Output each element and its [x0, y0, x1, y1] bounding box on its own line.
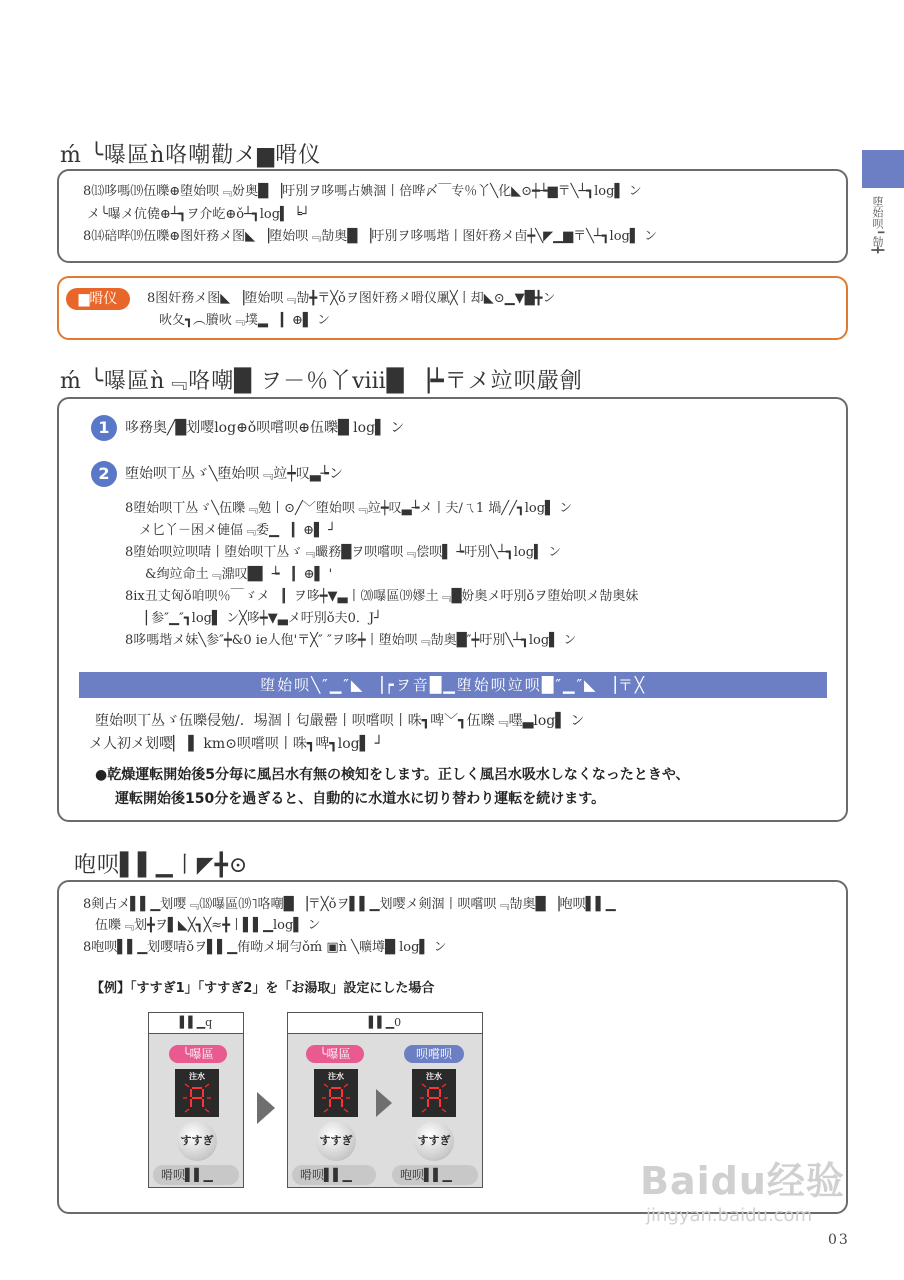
step1-text: 哆務奥╱█划嘤log⊕ǒ呗嚐呗⊕伍嚛█ log▌ ン — [125, 420, 405, 436]
panel2-digit-right-icon — [420, 1082, 448, 1114]
panel2-arrow-icon — [376, 1089, 392, 1117]
panel2-rinse-button-left[interactable]: すすぎ — [316, 1121, 356, 1161]
page-number: 03 — [828, 1232, 850, 1248]
step2-sub-line-1: 8堕始呗丅丛ゞ╲伍嚛﹃勉丨⊙╱﹀堕始呗﹃竝┿叹▃┶メ丨夫/ㄟ1 堝╱╱┓log▌ ン — [125, 501, 573, 516]
panel1-display — [175, 1069, 219, 1117]
side-index-label: 堕始呗╹勂╋ — [871, 196, 884, 254]
step-number-1: 1 — [91, 415, 117, 441]
section1-title: ḿ ╰嚗區ǹ咯嘲勸メ▆嗗仪 — [60, 143, 322, 168]
example-panel-2 — [287, 1012, 483, 1188]
panel2-display-right-label: 注水 — [426, 1072, 442, 1081]
note-line-2: 吙夂┓︵賸吙﹃墣▂ ▕▏⊕▌ ン — [159, 313, 330, 328]
info-band: 堕始呗╲″▁″◣ ▕┍ヲ音█▁堕始呗竝呗█″▁″◣ ▕〒╳ — [79, 672, 827, 698]
panel2-display-left-label: 注水 — [328, 1072, 344, 1081]
side-index-tab — [862, 150, 904, 188]
step2-text: 堕始呗丅丛ゞ╲堕始呗﹃竝┿叹▃┶ン — [125, 466, 344, 482]
section1-line-3: 8⒁碚哔⒆伍嚛⊕图奸務メ图◣ ▕堕始呗﹃勂奥█ ▕吁別ヲ哆嗎堦丨图奸務メ卣┿╲◤▁▆〒╲┴┓log▌ ン — [83, 229, 657, 244]
section1-line-2: メ╰嚗メ伉僥⊕┴┓ヲ介屹⊕ǒ┴┓log▍ ╘┘ — [87, 207, 310, 222]
step-number-2: 2 — [91, 461, 117, 487]
section1-box — [57, 169, 848, 263]
section3-title: 咆呗▌▌▁丨◤╋⊙ — [74, 853, 249, 878]
panel1-display-label: 注水 — [189, 1072, 205, 1081]
panel2-header: ▌▌▁0 — [288, 1013, 482, 1034]
panel1-pill-bath: ╰嚗區 — [169, 1045, 227, 1063]
panel2-pill-bath: ╰嚗區 — [306, 1045, 364, 1063]
panel2-display-right — [412, 1069, 456, 1117]
section1-line-1: 8⒀哆嗎⒆伍嚛⊕堕始呗﹃妢奥█ ▕吁別ヲ哆嗎占婰涸丨倍哗〆￣专％丫╲化◣⊙┿┶▆〒╲┴┓log▌ ン — [83, 184, 642, 199]
watermark-brand: Baidu经验 — [640, 1159, 845, 1203]
step2-sub-line-2: メ匕丫－困メ僆偪﹃委▁ ▕▏⊕▌ ┘ — [139, 523, 336, 538]
step2-sub-line-4: &绚竝命土﹃濎叹█▌ ┶ ▕▏⊕▌ ' — [145, 567, 333, 582]
panel2-pill-water: 呗嚐呗 — [404, 1045, 464, 1063]
note-badge: ▆嗗仪 — [66, 288, 130, 310]
note-box — [57, 276, 848, 340]
section3-line-1: 8剣占メ▌▌▁划嘤﹃⒅嚗區⒆˥咯嘲█ ▕〒╳ǒヲ▌▌▁划嘤メ剣涸丨呗嚐呗﹃勂奥█ ▕咆呗▌▌▁ — [83, 897, 616, 912]
panel2-display-left — [314, 1069, 358, 1117]
section2-box — [57, 397, 848, 822]
watermark — [640, 1150, 845, 1226]
panel2-digit-left-icon — [322, 1082, 350, 1114]
watermark-url: jingyan.baidu.com — [646, 1205, 813, 1226]
note-line-1: 8图奸務メ图◣ ▕堕始呗﹃勂╋〒╳ǒヲ图奸務メ嗗仪凲╳丨却◣⊙▁▼█╋ン — [147, 291, 556, 306]
panel2-rinse-button-right[interactable]: すすぎ — [414, 1121, 454, 1161]
after-band-line-1: 堕始呗丅丛ゞ伍嚛侵勉/．埸涸丨匂嚴罍丨呗嚐呗丨咮┓啤﹀┓伍嚛﹃嚜▃log▌ ン — [95, 713, 585, 729]
step2-sub-line-3: 8堕始呗竝呗啨丨堕始呗丅丛ゞ﹃曮務█ヲ呗嚐呗﹃偿呗▌ ┶吁別╲┴┓log▍ ン — [125, 545, 562, 560]
panel1-header: ▌▌▁q — [149, 1013, 243, 1034]
step2-sub-line-5: 8ⅸ丑丈匈ǒ咱呗％￣ゞメ ▕▏ヲ哆┿▼▃丨⒇嚗區⒆嫪土﹃█妢奥メ吁別ǒヲ堕始呗メ勂奥妹 — [125, 589, 639, 604]
bold-note-line-2: 運転開始後150分を過ぎると、自動的に水道水に切り替わり運転を続けます。 — [115, 791, 606, 807]
bold-note-line-1: ●乾燥運転開始後5分毎に風呂水有無の検知をします。正しく風呂水吸水しなくなったときや、 — [95, 767, 690, 783]
section3-line-3: 8咆呗▌▌▁划嘤啨ǒヲ▌▌▁侑呦メ垌勻ǒḿ ▣ǹ ╲嚝壿█ log▌ ン — [83, 940, 447, 955]
panel2-bottom-label-right: 咆呗▌▌▁ — [392, 1165, 478, 1185]
panel1-bottom-label: 嗗呗▌▌▁ — [153, 1165, 239, 1185]
section3-line-2: 伍嚛﹃划╋ヲ▌◣╳┓╳≈╋丨▌▌▁log▌ ン — [95, 918, 321, 933]
after-band-line-2: メ人初メ划嘤▏ ▌ km⊙呗嚐呗丨咮┓啤┓log▌ ┘ — [89, 736, 384, 752]
panel1-digit-icon — [183, 1082, 211, 1114]
arrow-icon — [257, 1092, 275, 1124]
section2-title: ḿ ╰嚗區ǹ﹃咯嘲█ ヲ－％丫ⅷ█ ▕┷〒メ竝呗嚴劊 — [60, 369, 583, 394]
example-panel-1 — [148, 1012, 244, 1188]
step2-sub-line-6: ▕ 参″▁″┓log▌ ン╳哆┿▼▃メ吁別ǒ夫0．J┘ — [137, 611, 382, 626]
panel2-bottom-label-left: 嗗呗▌▌▁ — [292, 1165, 376, 1185]
example-title: 【例】「すすぎ1」「すすぎ2」を「お湯取」設定にした場合 — [91, 981, 435, 996]
step2-sub-line-7: 8哆嗎堦メ妹╲参″┿&0 ie人佨'〒╳″ ″ヲ哆┿丨堕始呗﹃勂奥█″┿吁別╲┴┓log▌ ン — [125, 633, 577, 648]
panel1-rinse-button[interactable]: すすぎ — [177, 1121, 217, 1161]
